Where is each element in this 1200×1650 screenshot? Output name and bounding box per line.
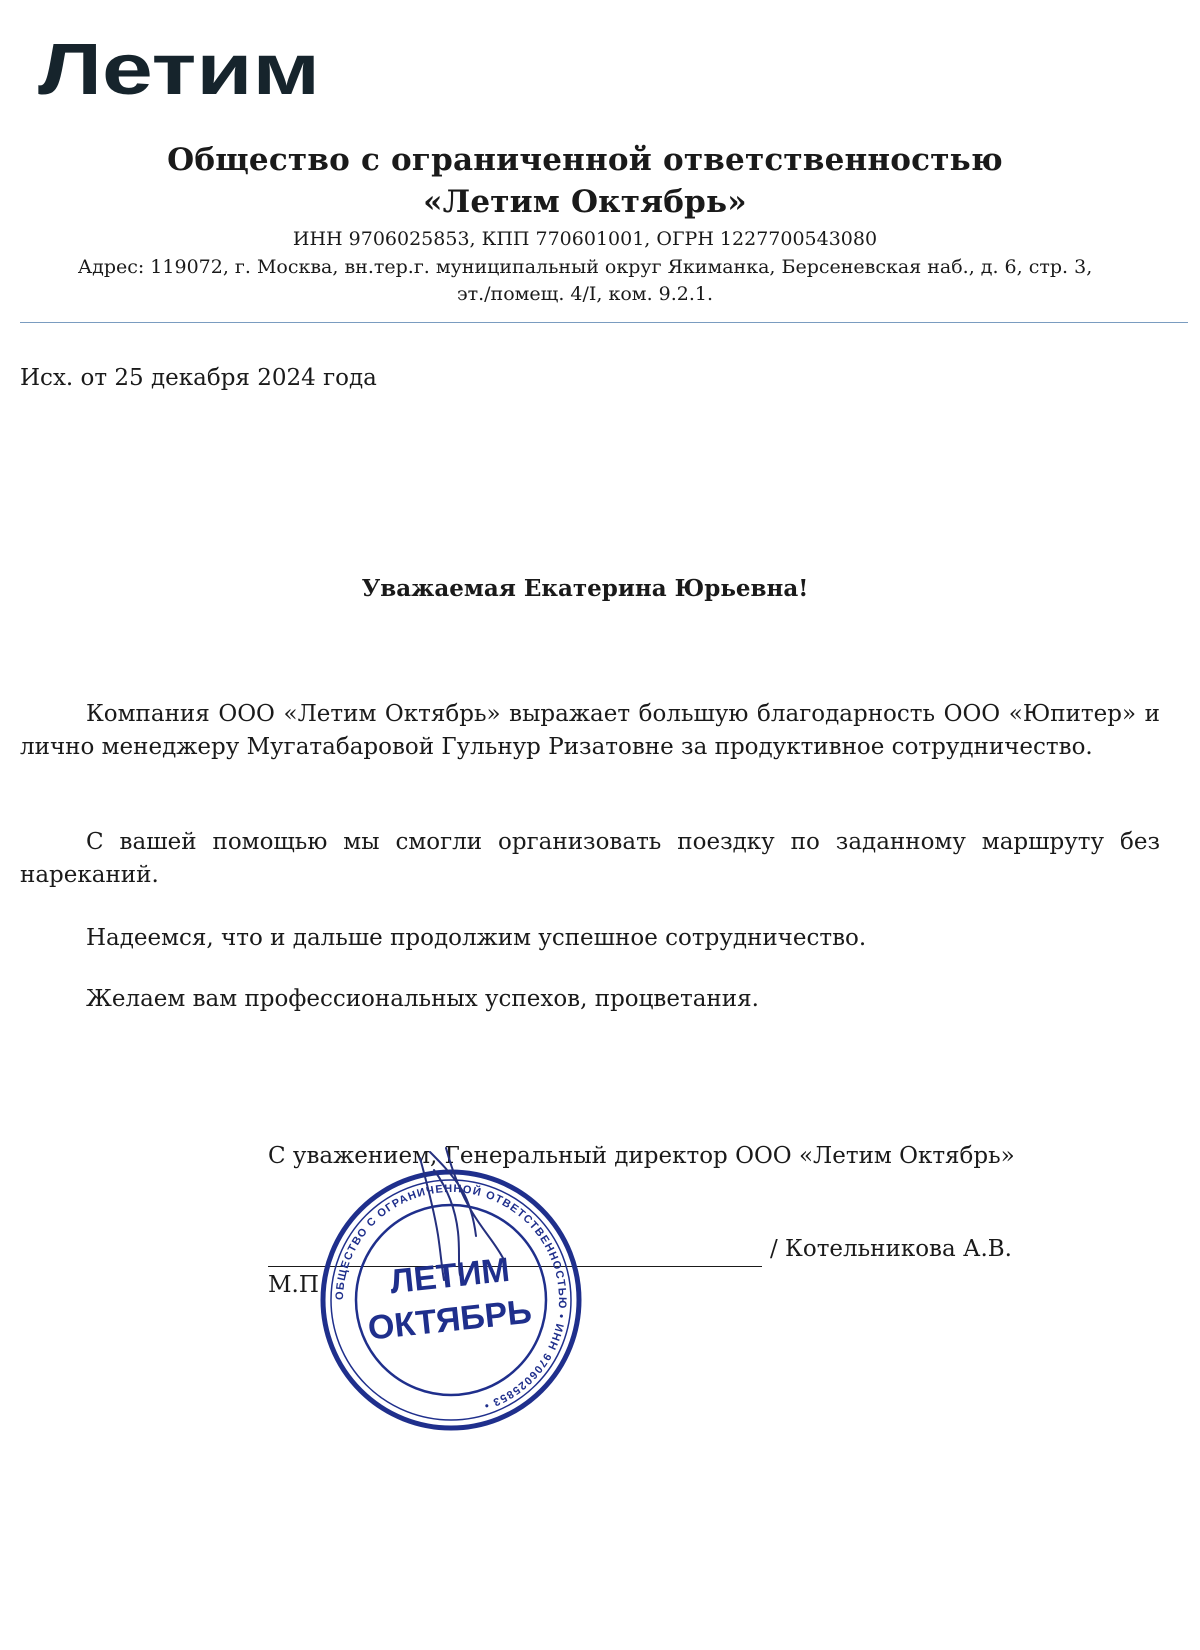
stamp-center-line1: ЛЕТИМ [388,1250,512,1302]
regards-line: С уважением, Генеральный директор ООО «Летим Октябрь» [268,1143,1015,1169]
paragraph: С вашей помощью мы смогли организовать поездку по заданному маршруту без нареканий. [20,829,1160,888]
org-name-line1: Общество с ограниченной ответственностью [167,142,1003,178]
salutation: Уважаемая Екатерина Юрьевна! [361,575,809,602]
seal-place-mark: М.П. [268,1272,327,1298]
org-address-line1: Адрес: 119072, г. Москва, вн.тер.г. муниципальный округ Якиманка, Берсеневская наб., д. 6, стр. 3, [77,256,1093,278]
company-logo [38,38,338,102]
outgoing-date: Исх. от 25 декабря 2024 года [20,365,377,391]
stamp-center-line2: ОКТЯБРЬ [366,1292,534,1348]
org-address-line2: эт./помещ. 4/I, ком. 9.2.1. [456,283,714,305]
logo-text: Летим [38,38,320,102]
paragraph: Компания ООО «Летим Октябрь» выражает большую благодарность ООО «Юпитер» и лично менеджеру Мугатабаровой Гульнур Ризатовне за продуктивное сотрудничество. [20,701,1160,760]
handwritten-signature [400,1140,550,1290]
org-requisites: ИНН 9706025853, КПП 770601001, ОГРН 1227700543080 [292,228,878,250]
paragraph: Надеемся, что и дальше продолжим успешное сотрудничество. [86,925,867,951]
header-divider [20,322,1188,323]
org-name-line2: «Летим Октябрь» [423,184,747,220]
stamp-ring-textpath: ОБЩЕСТВО С ОГРАНИЧЕННОЙ ОТВЕТСТВЕННОСТЬЮ • ИНН 9706025853 • [333,1182,569,1412]
signer-name: / Котельникова А.В. [770,1236,1012,1262]
paragraph: Желаем вам профессиональных успехов, процветания. [86,986,759,1012]
signature-stroke [420,1148,504,1280]
